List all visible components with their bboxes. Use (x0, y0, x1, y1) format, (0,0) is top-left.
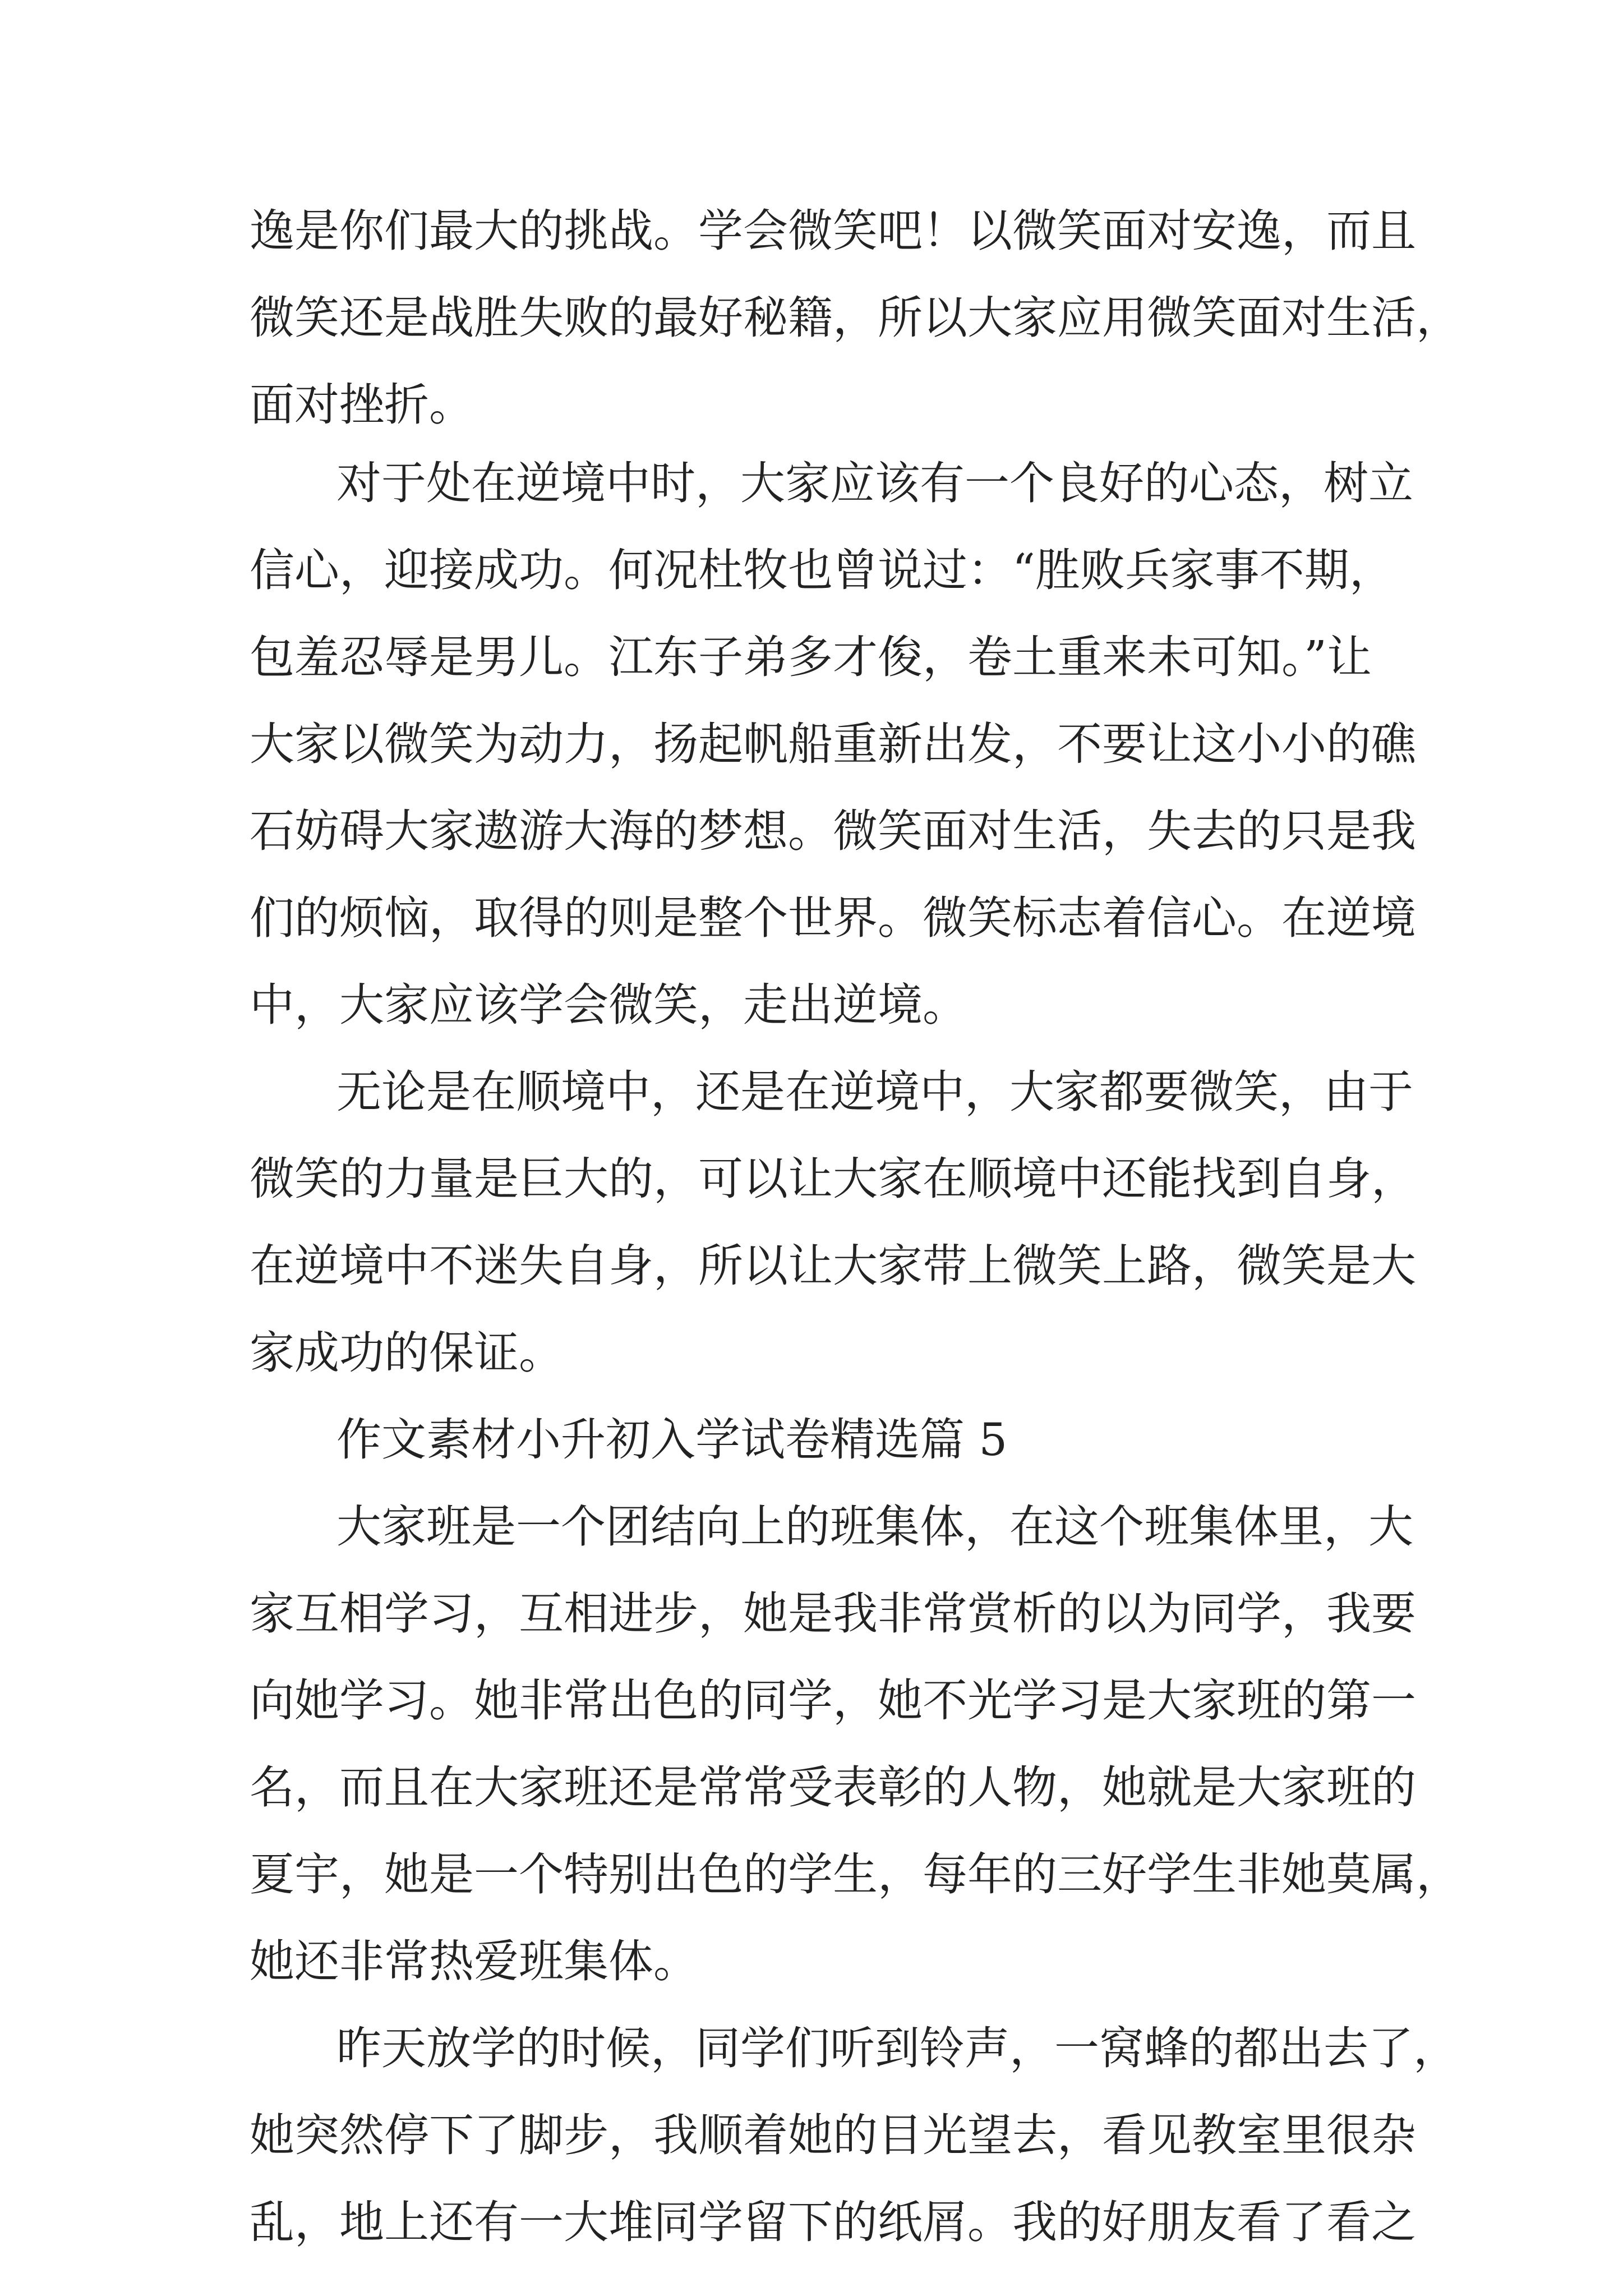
text-line: 微笑还是战胜失败的最好秘籍，所以大家应用微笑面对生活， (250, 292, 1461, 344)
text-line: 乱，地上还有一大堆同学留下的纸屑。我的好朋友看了看之 (250, 2196, 1416, 2248)
text-line: 逸是你们最大的挑战。学会微笑吧！以微笑面对安逸，而且 (250, 205, 1416, 257)
text-line: 包羞忍辱是男儿。江东子弟多才俊，卷土重来未可知。”让 (250, 631, 1372, 683)
text-line: 信心，迎接成功。何况杜牧也曾说过：“胜败兵家事不期， (250, 544, 1394, 596)
text-line: 她还非常热爱班集体。 (250, 1935, 698, 1987)
text-line: 她突然停下了脚步，我顺着她的目光望去，看见教室里很杂 (250, 2109, 1416, 2161)
text-line: 微笑的力量是巨大的，可以让大家在顺境中还能找到自身， (250, 1153, 1416, 1205)
text-line: 家成功的保证。 (250, 1327, 564, 1379)
text-line: 石妨碍大家遨游大海的梦想。微笑面对生活，失去的只是我 (250, 805, 1416, 857)
text-line: 名，而且在大家班还是常常受表彰的人物，她就是大家班的 (250, 1761, 1416, 1814)
text-line: 面对挫折。 (250, 379, 474, 431)
paragraph-start-line: 对于处在逆境中时，大家应该有一个良好的心态，树立 (336, 457, 1413, 509)
section-heading: 作文素材小升初入学试卷精选篇 5 (336, 1414, 1008, 1466)
text-line: 大家以微笑为动力，扬起帆船重新出发，不要让这小小的礁 (250, 718, 1416, 770)
text-line: 夏宇，她是一个特别出色的学生，每年的三好学生非她莫属， (250, 1848, 1461, 1901)
paragraph-start-line: 昨天放学的时候，同学们听到铃声，一窝蜂的都出去了， (336, 2022, 1458, 2074)
paragraph-start-line: 大家班是一个团结向上的班集体，在这个班集体里，大 (336, 1501, 1413, 1553)
text-line: 家互相学习，互相进步，她是我非常赏析的以为同学，我要 (250, 1588, 1416, 1640)
text-line: 中，大家应该学会微笑，走出逆境。 (250, 979, 967, 1031)
paragraph-start-line: 无论是在顺境中，还是在逆境中，大家都要微笑，由于 (336, 1066, 1413, 1118)
text-line: 在逆境中不迷失自身，所以让大家带上微笑上路，微笑是大 (250, 1240, 1416, 1292)
text-line: 们的烦恼，取得的则是整个世界。微笑标志着信心。在逆境 (250, 892, 1416, 944)
text-line: 向她学习。她非常出色的同学，她不光学习是大家班的第一 (250, 1674, 1416, 1727)
